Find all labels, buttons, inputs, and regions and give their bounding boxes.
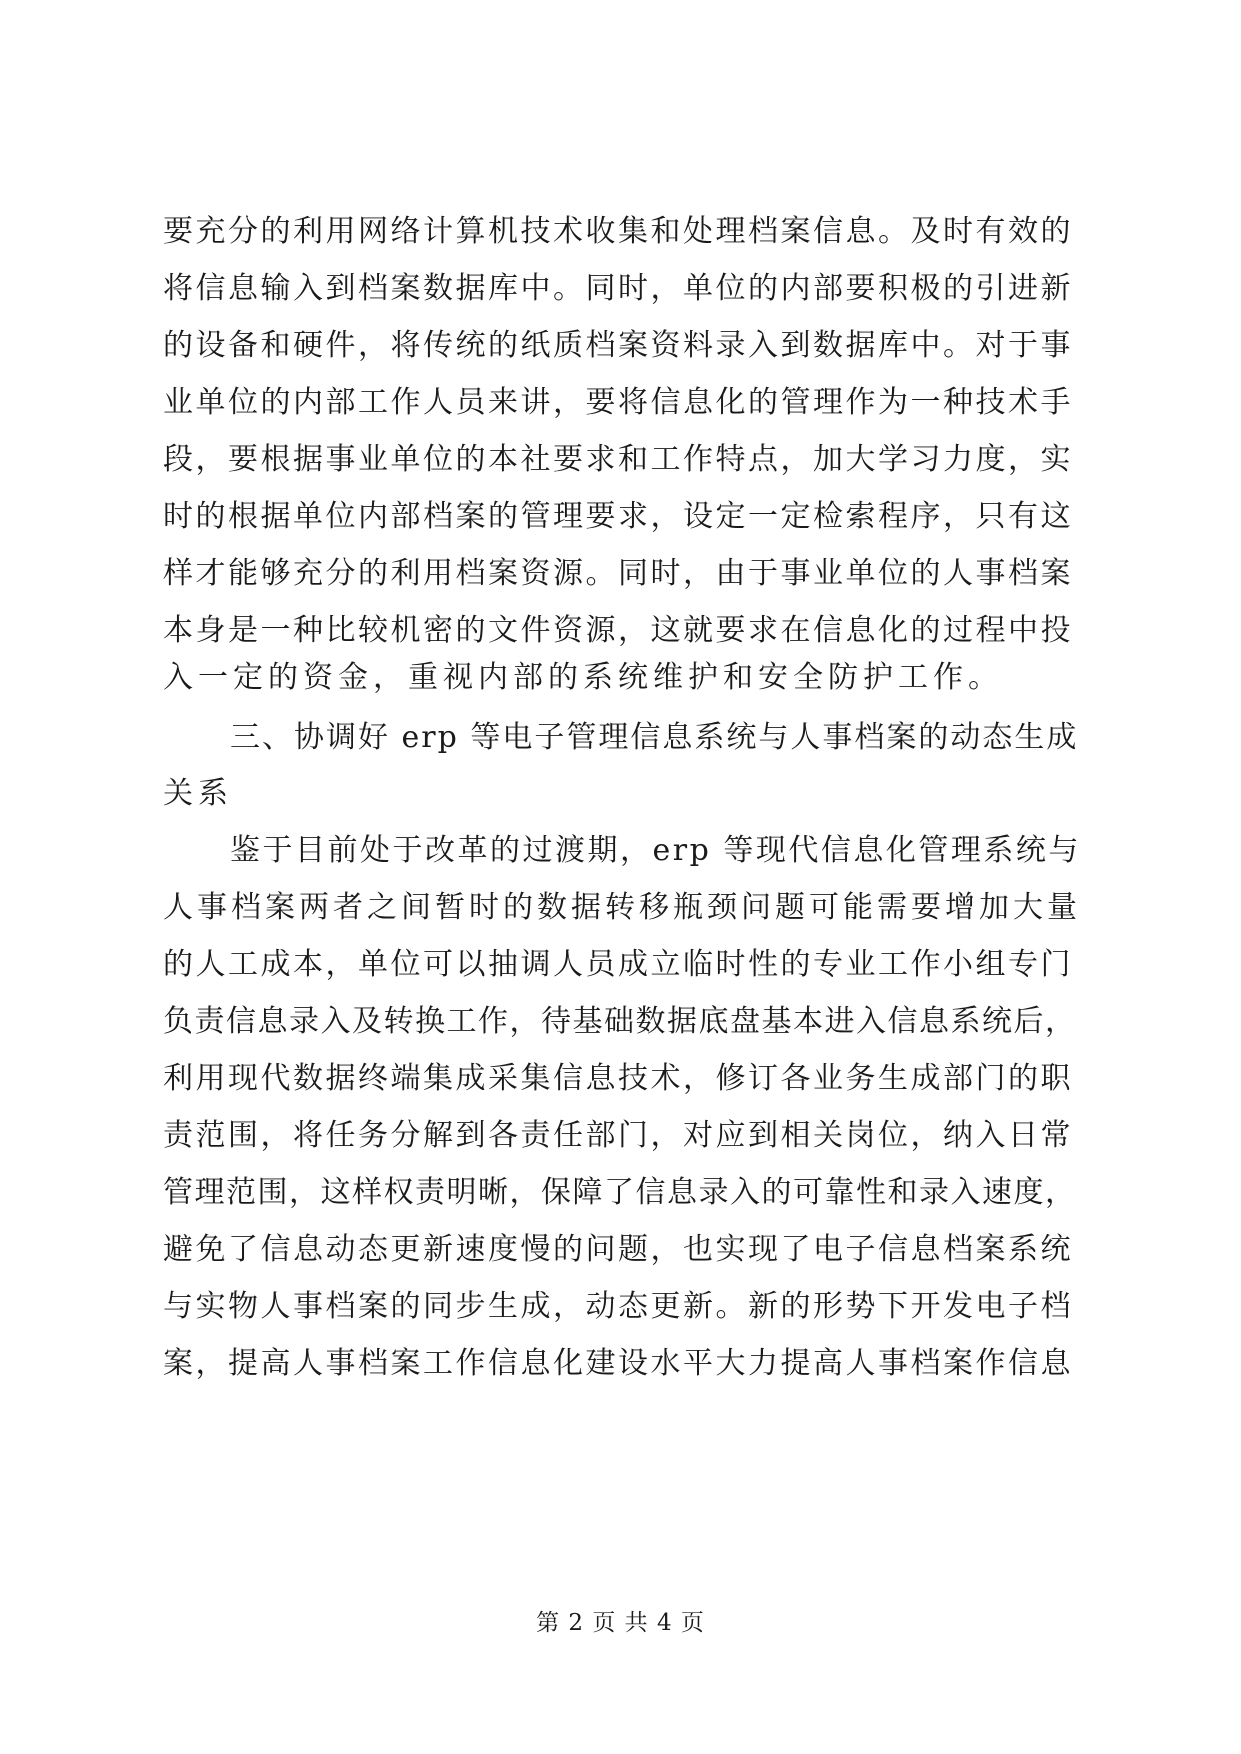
body-line-11: 人事档案两者之间暂时的数据转移瓶颈问题可能需要增加大量	[163, 890, 1081, 925]
body-line-13: 负责信息录入及转换工作，待基础数据底盘基本进入信息系统后，	[163, 1004, 1077, 1039]
body-line-15: 责范围，将任务分解到各责任部门，对应到相关岗位，纳入日常	[163, 1118, 1073, 1153]
body-line-9: 入一定的资金，重视内部的系统维护和安全防护工作。	[163, 660, 1003, 695]
body-line-8: 本身是一种比较机密的文件资源，这就要求在信息化的过程中投	[163, 613, 1073, 648]
body-line-4: 业单位的内部工作人员来讲，要将信息化的管理作为一种技术手	[163, 385, 1073, 420]
body-line-5: 段，要根据事业单位的本社要求和工作特点，加大学习力度，实	[163, 442, 1073, 477]
section-heading-line-1: 三、协调好 erp 等电子管理信息系统与人事档案的动态生成	[230, 720, 1079, 755]
body-line-1: 要充分的利用网络计算机技术收集和处理档案信息。及时有效的	[163, 214, 1073, 249]
page-number-footer: 第 2 页 共 4 页	[536, 1610, 705, 1636]
body-line-14: 利用现代数据终端集成采集信息技术，修订各业务生成部门的职	[163, 1061, 1073, 1096]
body-line-10: 鉴于目前处于改革的过渡期，erp 等现代信息化管理系统与	[230, 833, 1081, 868]
body-line-12: 的人工成本，单位可以抽调人员成立临时性的专业工作小组专门	[163, 947, 1073, 982]
body-line-16: 管理范围，这样权责明晰，保障了信息录入的可靠性和录入速度，	[163, 1175, 1077, 1210]
body-line-2: 将信息输入到档案数据库中。同时，单位的内部要积极的引进新	[163, 271, 1073, 306]
body-line-7: 样才能够充分的利用档案资源。同时，由于事业单位的人事档案	[163, 556, 1073, 591]
section-heading-line-2: 关系	[163, 776, 233, 811]
body-line-3: 的设备和硬件，将传统的纸质档案资料录入到数据库中。对于事	[163, 328, 1073, 363]
body-line-19: 案，提高人事档案工作信息化建设水平大力提高人事档案作信息	[163, 1346, 1073, 1381]
body-line-18: 与实物人事档案的同步生成，动态更新。新的形势下开发电子档	[163, 1289, 1073, 1324]
body-line-17: 避免了信息动态更新速度慢的问题，也实现了电子信息档案系统	[163, 1232, 1073, 1267]
body-line-6: 时的根据单位内部档案的管理要求，设定一定检索程序，只有这	[163, 499, 1073, 534]
